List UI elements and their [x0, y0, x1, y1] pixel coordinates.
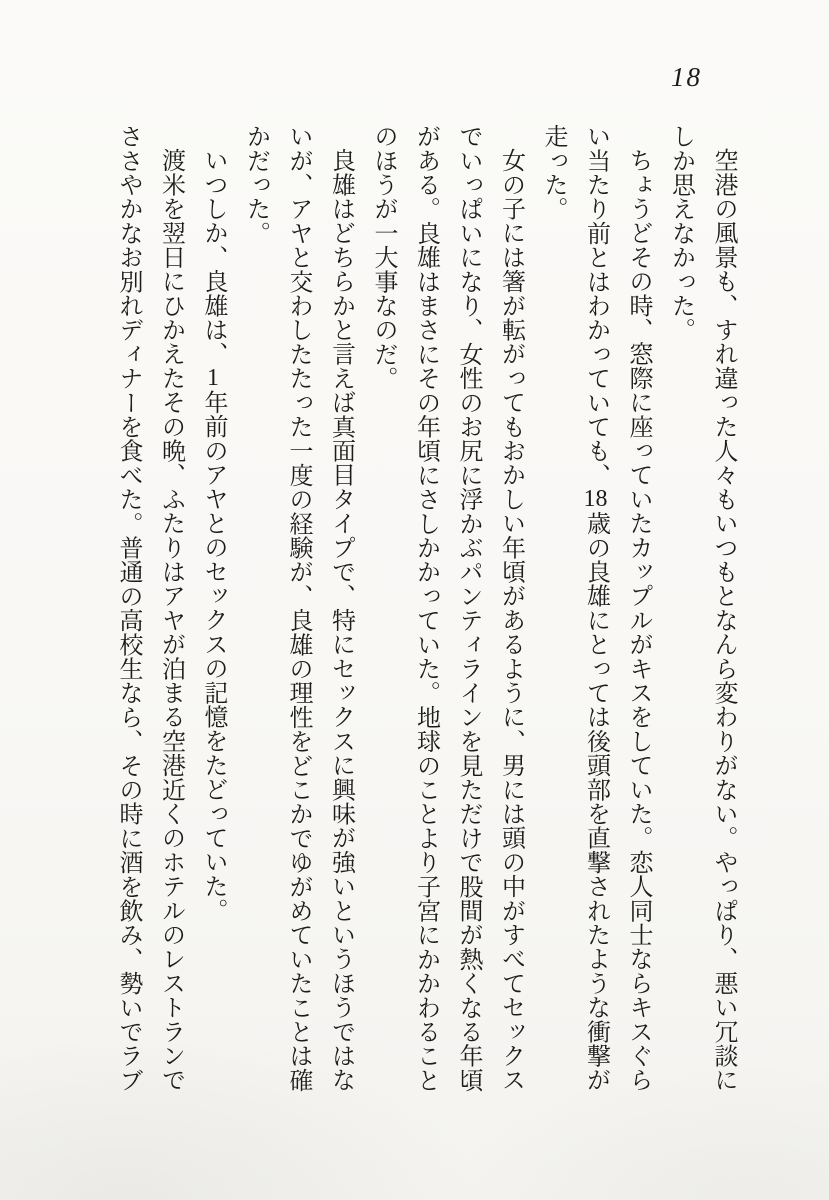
paragraph: ちょうどその時、窓際に座っていたカップルがキスをしていた。恋人同士ならキスぐらい当たり前とはわかっていても、18歳の良雄にとっては後頭部を直撃されたような衝撃が走った。	[540, 124, 651, 1092]
paragraph: 女の子には箸が転がってもおかしい年頃があるように、男には頭の中がすべてセックスでいっぱいになり、女性のお尻に浮かぶパンティラインを見ただけで股間が熱くなる年頃がある。良雄はまさにその年頃にさしかかっていた。地球のことより子宮にかかわることのほうが一大事なのだ。	[370, 124, 524, 1092]
page-number: 18	[671, 62, 702, 92]
paragraph: 渡米を翌日にひかえたその晩、ふたりはアヤが泊まる空港近くのホテルのレストランでささやかなお別れディナーを食べた。普通の高校生なら、その時に酒を飲み、勢いでラブ	[115, 124, 184, 1092]
paragraph: 良雄はどちらかと言えば真面目タイプで、特にセックスに興味が強いというほうではないが、アヤと交わしたたった一度の経験が、良雄の理性をどこかでゆがめていたことは確かだった。	[242, 124, 354, 1092]
paragraph: 空港の風景も、すれ違った人々もいつもとなんら変わりがない。やっぱり、悪い冗談にしか思えなかった。	[667, 124, 736, 1092]
tate-chu-yoko-number: 1	[207, 365, 219, 390]
body-text-vertical	[106, 124, 744, 1092]
tate-chu-yoko-number: 18	[583, 487, 608, 511]
paragraph: いつしか、良雄は、1年前のアヤとのセックスの記憶をたどっていた。	[200, 148, 226, 923]
